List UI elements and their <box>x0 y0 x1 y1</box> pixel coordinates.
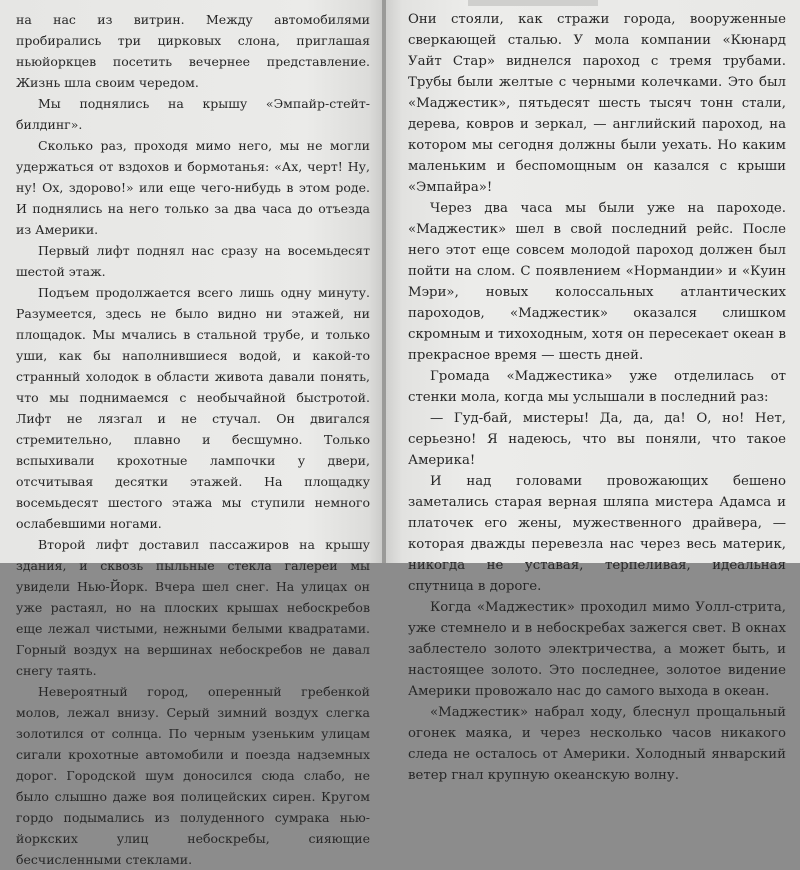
paragraph: Сколько раз, проходя мимо него, мы не могли удержаться от вздохов и бормотанья: «Ах, черт! Ну, ну! Ох, здорово!» или еще чего-нибудь в этом роде. И поднялись на него только за два часа до отъезда из Америки. <box>16 138 370 237</box>
paragraph: И над головами провожающих бешено заметались старая верная шляпа мистера Адамса и платочек его жены, мужественного драйвера, — которая дважды перевезла нас через весь материк, никогда не уставая, терпеливая, идеальная спутница в дороге. <box>408 474 786 594</box>
paragraph: Подъем продолжается всего лишь одну минуту. Разумеется, здесь не было видно ни этажей, ни площадок. Мы мчались в стальной трубе, и только уши, как бы наполнившиеся водой, и какой-то странный холодок в области живота давали понять, что мы поднимаемся с необычайной быстротой. Лифт не лязгал и не стучал. Он двигался стремительно, плавно и бесшумно. Только вспыхивали крохотные лампочки у двери, отсчитывая десятки этажей. На площадку восемьдесят шестого этажа мы ступили немного ослабевшими ногами. <box>16 285 370 531</box>
paragraph: Первый лифт поднял нас сразу на восемьдесят шестой этаж. <box>16 243 370 279</box>
paragraph: — Гуд-бай, мистеры! Да, да, да! О, но! Нет, серьезно! Я надеюсь, что вы поняли, что такое Америка! <box>408 411 786 468</box>
paragraph: Они стояли, как стражи города, вооруженные сверкающей сталью. У мола компании «Кюнард Уайт Стар» виднелся пароход с тремя трубами. Трубы были желтые с черными колечками. Это был «Маджестик», пятьдесят шесть тысяч тонн стали, дерева, ковров и зеркал, — английский пароход, на котором мы сегодня должны были уехать. Но каким маленьким и беспомощным он казался с крыши «Эмпайра»! <box>408 12 786 195</box>
paragraph: Невероятный город, оперенный гребенкой молов, лежал внизу. Серый зимний воздух слегка золотился от солнца. По черным узеньким улицам сигали крохотные автомобили и поезда надземных дорог. Городской шум доносился сюда слабо, не было слышно даже воя полицейских сирен. Кругом гордо подымались из полуденного сумрака нью-йоркских улиц небоскребы, сияющие бесчисленными стеклами. <box>16 684 370 867</box>
paragraph: Громада «Маджестика» уже отделилась от стенки мола, когда мы услышали в последний раз: <box>408 369 786 405</box>
paragraph: на нас из витрин. Между автомобилями пробирались три цирковых слона, приглашая ньюйоркцев посетить вечернее представление. Жизнь шла своим чередом. <box>16 12 370 90</box>
paragraph: Через два часа мы были уже на пароходе. «Маджестик» шел в свой последний рейс. После него этот еще совсем молодой пароход должен был пойти на слом. С появлением «Нормандии» и «Куин Мэри», новых колоссальных атлантических пароходов, «Маджестик» оказался слишком скромным и тихоходным, хотя он пересекает океан в прекрасное время — шесть дней. <box>408 201 786 363</box>
page-fold-shadow <box>468 0 598 6</box>
paragraph: «Маджестик» набрал ходу, блеснул прощальный огонек маяка, и через несколько часов никакого следа не осталось от Америки. Холодный январский ветер гнал крупную океанскую волну. <box>408 705 786 783</box>
paragraph: Когда «Маджестик» проходил мимо Уолл-стрита, уже стемнело и в небоскребах зажегся свет. В окнах заблестело золото электричества, а может быть, и настоящее золото. Это последнее, золотое видение Америки провожало нас до самого выхода в океан. <box>408 600 786 699</box>
paragraph: Мы поднялись на крышу «Эмпайр-стейт-билдинг». <box>16 96 370 132</box>
right-page <box>386 0 800 783</box>
paragraph: Второй лифт доставил пассажиров на крышу здания, и сквозь пыльные стекла галереи мы увидели Нью-Йорк. Вчера шел снег. На улицах он уже растаял, но на плоских крышах небоскребов еще лежал чистыми, нежными белыми квадратами. Горный воздух на вершинах небоскребов не давал снегу таять. <box>16 537 370 678</box>
left-page <box>0 0 384 867</box>
